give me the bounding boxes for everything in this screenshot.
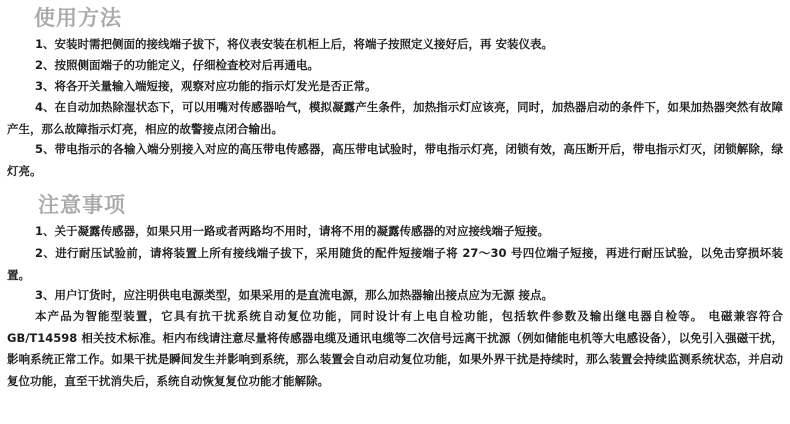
notes-item-1: 1、关于凝露传感器，如果只用一路或者两路均不用时，请将不用的凝露传感器的对应接线端子短接。 (35, 224, 549, 238)
notes-section-title: 注意事项 (38, 193, 126, 217)
usage-item-5: 5、带电指示的各输入端分别接入对应的高压带电传感器，高压带电试验时，带电指示灯亮，闭锁有效，高压断开后，带电指示灯灭，闭锁解除，绿灯亮。 (7, 142, 783, 178)
usage-item-1: 1、安装时需把侧面的接线端子拔下，将仪表安装在机柜上后，将端子按照定义接好后，再 安装仪表。 (35, 37, 553, 51)
usage-section-title: 使用方法 (34, 6, 122, 30)
usage-item-3: 3、将各开关量输入端短接，观察对应功能的指示灯发光是否正常。 (35, 79, 377, 93)
usage-item-4: 4、在自动加热除湿状态下，可以用嘴对传感器哈气，模拟凝露产生条件，加热指示灯应该亮，同时，加热器启动的条件下，如果加热器突然有故障产生，那么故障指示灯亮，相应的故警接点闭合输出。 (7, 100, 783, 136)
notes-item-2: 2、进行耐压试验前，请将装置上所有接线端子拔下，采用随货的配件短接端子将 27～30 号四位端子短接，再进行耐压试验，以免击穿损坏装置。 (7, 246, 783, 282)
notes-product-description: 本产品为智能型装置，它具有抗干扰系统自动复位功能，同时设计有上电自检功能，包括软件参数及输出继电器自检等。 电磁兼容符合 GB/T14598 相关技术标准。柜内布线请注意尽量将传感器电缆及通讯电缆等二次信号远离干扰源（例如储能电机等大电感设备），以免引入强磁干扰，影响系统正常工作。如果干扰是瞬间发生并影响到系统，那么装置会自动启动复位功能，如果外界干扰是持续时，那么装置会持续监测系统状态，并启动复位功能，直至干扰消失后，系统自动恢复复位功能才能解除。 (7, 309, 783, 388)
notes-item-3: 3、用户订货时，应注明供电电源类型，如果采用的是直流电源，那么加热器输出接点应为无源 接点。 (35, 288, 553, 302)
usage-item-2: 2、按照侧面端子的功能定义，仔细检查校对后再通电。 (35, 58, 319, 72)
